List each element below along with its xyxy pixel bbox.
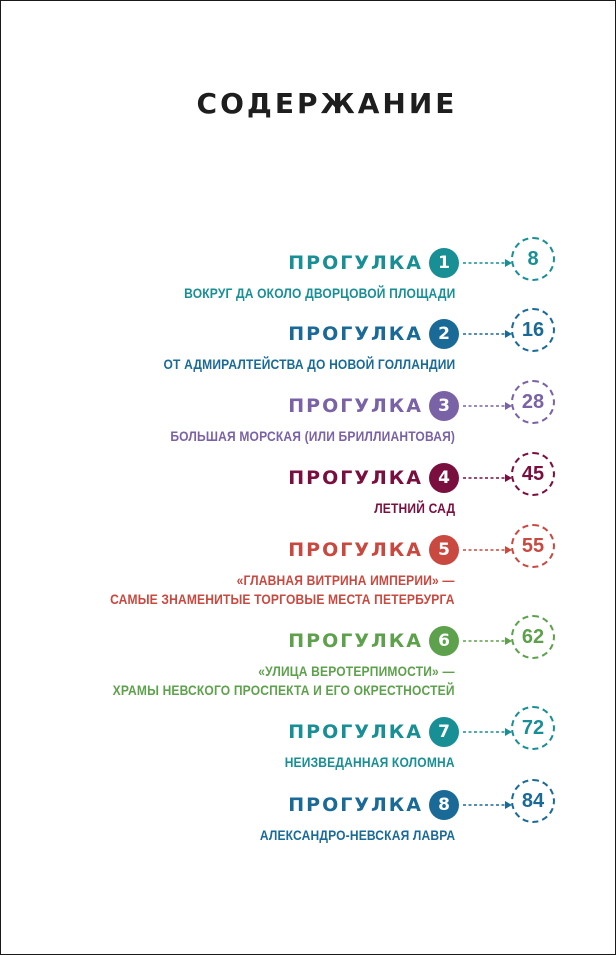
walk-subtitle-line: АЛЕКСАНДРО-НЕВСКАЯ ЛАВРА: [259, 827, 455, 843]
walk-label: ПРОГУЛКА: [288, 467, 423, 489]
walk-subtitle: [113, 662, 455, 700]
walk-number-badge: 4: [429, 463, 459, 493]
walk-subtitle: [170, 427, 455, 446]
page-title: СОДЕРЖАНИЕ: [196, 87, 458, 120]
dashed-arrow-icon: [461, 726, 515, 738]
page-number-link[interactable]: 72: [511, 706, 555, 750]
walk-subtitle-line: ОТ АДМИРАЛТЕЙСТВА ДО НОВОЙ ГОЛЛАНДИИ: [163, 356, 455, 372]
page-number-link[interactable]: 62: [511, 615, 555, 659]
walk-number-badge: 8: [429, 790, 459, 820]
walk-label: ПРОГУЛКА: [288, 630, 423, 652]
walk-number-badge: 3: [429, 391, 459, 421]
walk-subtitle-line: «ГЛАВНАЯ ВИТРИНА ИМПЕРИИ» —: [236, 572, 455, 588]
dashed-arrow-icon: [461, 472, 515, 484]
walk-subtitle: [374, 499, 455, 518]
walk-number-badge: 1: [429, 248, 459, 278]
page-number-link[interactable]: 28: [511, 380, 555, 424]
page-number-link[interactable]: 84: [511, 779, 555, 823]
walk-label: ПРОГУЛКА: [288, 539, 423, 561]
walk-label: ПРОГУЛКА: [288, 323, 423, 345]
dashed-arrow-icon: [461, 257, 515, 269]
walk-number-badge: 2: [429, 319, 459, 349]
walk-number-badge: 6: [429, 626, 459, 656]
dashed-arrow-icon: [461, 544, 515, 556]
page-number-link[interactable]: 45: [511, 452, 555, 496]
walk-subtitle: [163, 355, 455, 374]
walk-subtitle-line: ЛЕТНИЙ САД: [373, 500, 455, 516]
walk-number-badge: 7: [429, 717, 459, 747]
walk-label: ПРОГУЛКА: [288, 252, 423, 274]
walk-subtitle-line: БОЛЬШАЯ МОРСКАЯ (ИЛИ БРИЛЛИАНТОВАЯ): [170, 428, 455, 444]
walk-subtitle-line: «УЛИЦА ВЕРОТЕРПИМОСТИ» —: [258, 663, 455, 679]
walk-number-badge: 5: [429, 535, 459, 565]
walk-subtitle: [260, 826, 455, 845]
walk-label: ПРОГУЛКА: [288, 794, 423, 816]
walk-subtitle: [110, 571, 455, 609]
dashed-arrow-icon: [461, 799, 515, 811]
walk-subtitle-line: НЕИЗВЕДАННАЯ КОЛОМНА: [284, 754, 455, 770]
walk-subtitle: [285, 753, 455, 772]
walk-subtitle: [184, 284, 455, 303]
walk-label: ПРОГУЛКА: [288, 395, 423, 417]
walk-subtitle-line: ХРАМЫ НЕВСКОГО ПРОСПЕКТА И ЕГО ОКРЕСТНОСТЕЙ: [113, 682, 455, 698]
dashed-arrow-icon: [461, 328, 515, 340]
dashed-arrow-icon: [461, 400, 515, 412]
walk-subtitle-line: САМЫЕ ЗНАМЕНИТЫЕ ТОРГОВЫЕ МЕСТА ПЕТЕРБУРГА: [110, 591, 455, 607]
page-number-link[interactable]: 55: [511, 524, 555, 568]
page-number-link[interactable]: 8: [511, 237, 555, 281]
walk-subtitle-line: ВОКРУГ ДА ОКОЛО ДВОРЦОВОЙ ПЛОЩАДИ: [183, 285, 455, 301]
page-number-link[interactable]: 16: [511, 308, 555, 352]
walk-label: ПРОГУЛКА: [288, 721, 423, 743]
dashed-arrow-icon: [461, 635, 515, 647]
